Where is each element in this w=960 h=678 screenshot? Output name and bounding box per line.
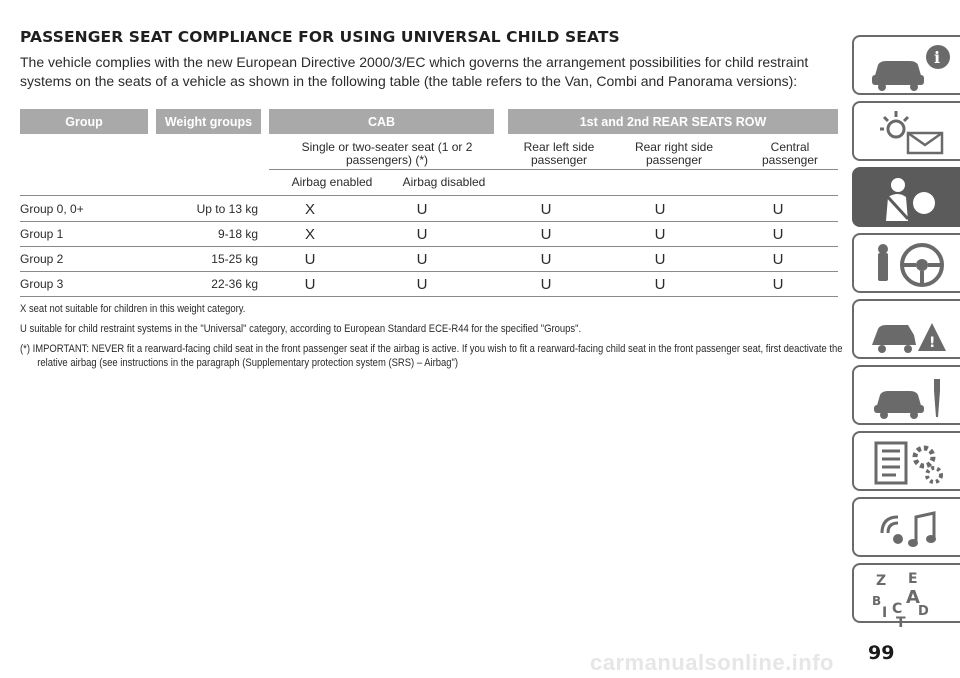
svg-text:!: ! bbox=[929, 335, 936, 351]
intro-paragraph: The vehicle complies with the new European Directive 2000/3/EC which governs the arrangement possibilities for child restraint systems on the seats of a vehicle as shown in the following table (the table refers to the Van, Combi and Panorama versions): bbox=[20, 54, 809, 89]
tab-index[interactable] bbox=[852, 563, 960, 629]
page-title: PASSENGER SEAT COMPLIANCE FOR USING UNIVERSAL CHILD SEATS bbox=[20, 28, 620, 46]
row-value: U bbox=[654, 275, 666, 293]
table-row bbox=[20, 272, 838, 296]
row-weight: Up to 13 kg bbox=[196, 202, 258, 216]
watermark: carmanualsonline.info bbox=[590, 650, 834, 675]
table-header-group bbox=[20, 109, 148, 134]
row-value: U bbox=[540, 250, 552, 268]
row-group: Group 1 bbox=[20, 227, 64, 241]
svg-text:Z: Z bbox=[876, 573, 887, 589]
header-group-label: Group bbox=[65, 114, 103, 129]
row-value: U bbox=[416, 250, 428, 268]
table-header-weight bbox=[156, 109, 261, 134]
tab-starting-driving[interactable] bbox=[852, 233, 960, 293]
subheader-airbag-disabled: Airbag disabled bbox=[402, 175, 486, 189]
footnotes bbox=[20, 302, 843, 376]
tab-dashboard-lights[interactable] bbox=[852, 101, 960, 161]
tab-maintenance[interactable] bbox=[852, 365, 960, 425]
row-value: U bbox=[772, 250, 784, 268]
table-header-cab bbox=[269, 109, 494, 134]
svg-text:T: T bbox=[896, 615, 906, 629]
technical-data-icon bbox=[868, 437, 958, 489]
footnote-u: U suitable for child restraint systems in the "Universal" category, according to European Standard ECE-R44 for the specified "Groups". bbox=[20, 323, 582, 335]
row-value: U bbox=[540, 225, 552, 243]
dashboard-lights-icon bbox=[868, 107, 958, 159]
tab-multimedia[interactable] bbox=[852, 497, 960, 557]
row-group: Group 0, 0+ bbox=[20, 202, 84, 216]
row-weight: 15-25 kg bbox=[211, 252, 258, 266]
index-icon bbox=[868, 569, 958, 629]
table-header-rear bbox=[508, 109, 838, 134]
row-value: U bbox=[654, 250, 666, 268]
tab-safety[interactable] bbox=[852, 167, 960, 227]
tab-emergency[interactable] bbox=[852, 299, 960, 359]
row-group: Group 3 bbox=[20, 277, 64, 291]
subheader-central: Central passenger bbox=[761, 140, 819, 167]
svg-text:D: D bbox=[918, 604, 929, 619]
row-value: U bbox=[540, 275, 552, 293]
multimedia-icon bbox=[868, 503, 958, 555]
svg-text:C: C bbox=[892, 601, 903, 617]
row-value: X bbox=[304, 200, 315, 218]
row-value: U bbox=[772, 225, 784, 243]
row-value: U bbox=[304, 250, 316, 268]
row-group: Group 2 bbox=[20, 252, 64, 266]
subheader-airbag-enabled: Airbag enabled bbox=[291, 175, 373, 189]
row-value: U bbox=[654, 225, 666, 243]
seatbelt-airbag-icon bbox=[868, 173, 958, 225]
row-value: X bbox=[304, 225, 315, 243]
svg-text:A: A bbox=[906, 587, 920, 608]
subheader-rear-left: Rear left side passenger bbox=[523, 140, 595, 167]
header-weight-label: Weight groups bbox=[164, 114, 253, 129]
car-info-icon bbox=[868, 41, 958, 93]
tab-technical-data[interactable] bbox=[852, 431, 960, 491]
svg-text:i: i bbox=[934, 48, 941, 67]
svg-text:E: E bbox=[908, 571, 918, 587]
subheader-rear-right: Rear right side passenger bbox=[634, 140, 714, 167]
row-weight: 9-18 kg bbox=[217, 227, 258, 241]
table-row bbox=[20, 222, 838, 246]
row-value: U bbox=[304, 275, 316, 293]
svg-text:B: B bbox=[872, 594, 882, 608]
footnote-important: (*) IMPORTANT: NEVER fit a rearward-facing child seat in the front passenger seat if the airbag is active. If you wish to fit a rearward-facing child seat in the front passenger seat, first deactivate the relative airbag (see instructions in the paragraph (Supplementary protection system (SRS) – Airbag") bbox=[20, 343, 843, 369]
table-divider bbox=[20, 296, 838, 297]
row-value: U bbox=[772, 275, 784, 293]
row-value: U bbox=[416, 275, 428, 293]
table-divider bbox=[20, 195, 838, 196]
header-cab-label: CAB bbox=[367, 114, 396, 129]
footnote-x: X seat not suitable for children in this weight category. bbox=[20, 303, 246, 315]
row-value: U bbox=[416, 225, 428, 243]
emergency-icon bbox=[868, 305, 958, 357]
table-row bbox=[20, 247, 838, 271]
page-number: 99 bbox=[868, 642, 895, 664]
maintenance-icon bbox=[868, 371, 958, 423]
svg-text:I: I bbox=[882, 605, 888, 621]
subheader-cab-seat: Single or two-seater seat (1 or 2 passengers) (*) bbox=[301, 140, 473, 167]
table-divider bbox=[269, 169, 838, 170]
header-rear-label: 1st and 2nd REAR SEATS ROW bbox=[579, 114, 767, 129]
starting-driving-icon bbox=[868, 239, 958, 291]
row-weight: 22-36 kg bbox=[211, 277, 258, 291]
table-row bbox=[20, 197, 838, 221]
row-value: U bbox=[772, 200, 784, 218]
row-value: U bbox=[416, 200, 428, 218]
row-value: U bbox=[654, 200, 666, 218]
row-value: U bbox=[540, 200, 552, 218]
tab-car-info[interactable] bbox=[852, 35, 960, 95]
